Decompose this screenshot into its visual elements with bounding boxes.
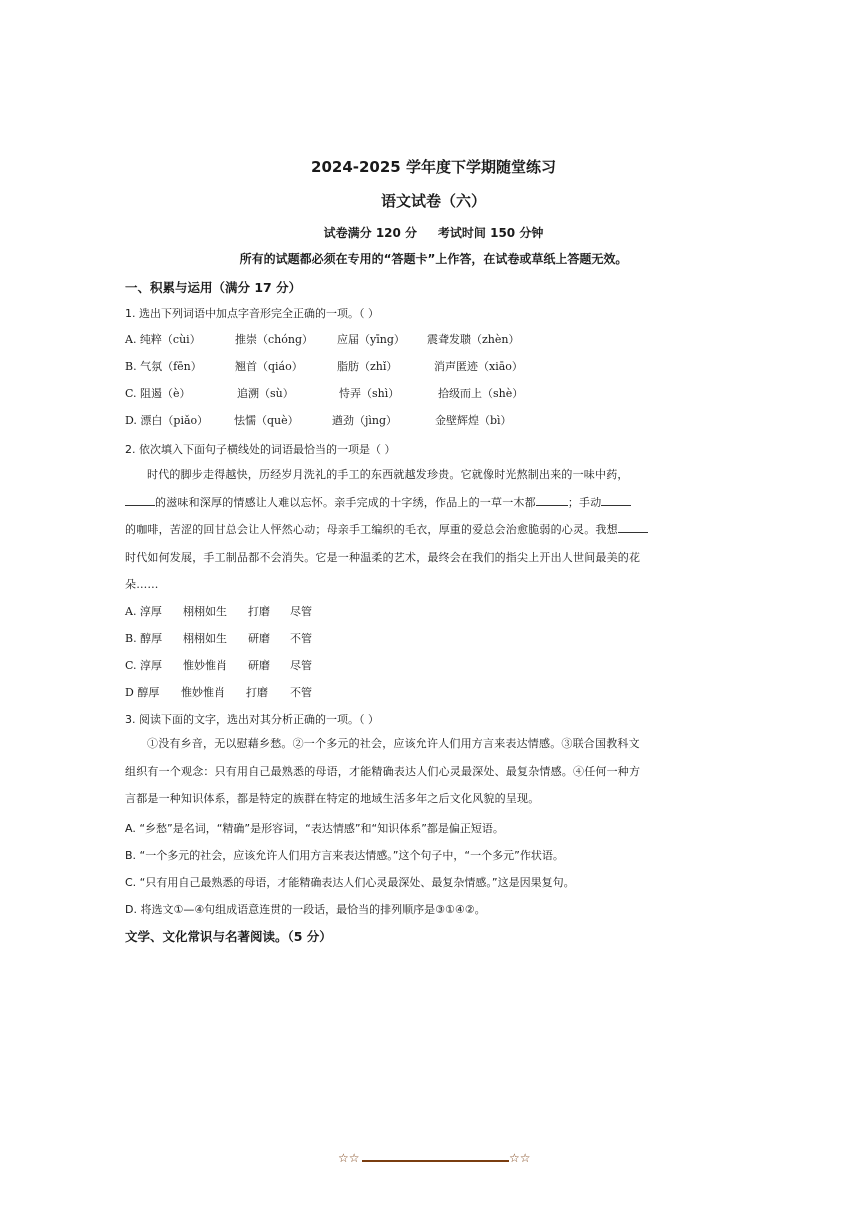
option-word: 尽管 <box>290 659 312 672</box>
option-word: D. 漂白（piǎo） <box>125 414 209 427</box>
option-word: 震聋发聩（zhèn） <box>427 333 520 346</box>
option-word: 追溯（sù） <box>237 387 294 400</box>
option-word: 恃弄（shì） <box>339 387 400 400</box>
option-word: A. 淳厚 <box>125 605 162 618</box>
passage-line: 言都是一种知识体系，都是特定的族群在特定的地域生活多年之后文化风貌的呈现。 <box>125 792 540 805</box>
question-2-stem: 2. 依次填入下面句子横线处的词语最恰当的一项是（ ） <box>125 443 396 456</box>
option-word: 研磨 <box>248 632 270 645</box>
question-1-option-d <box>125 412 512 428</box>
question-2-option-a <box>125 603 312 619</box>
option-word: 遒劲（jìng） <box>332 414 398 427</box>
question-2-option-c <box>125 657 312 673</box>
fill-blank <box>618 522 648 533</box>
passage-text: ；手动 <box>567 495 602 509</box>
question-1-stem: 1. 选出下列词语中加点字音形完全正确的一项。（ ） <box>125 307 379 320</box>
option-word: C. 淳厚 <box>125 659 163 672</box>
question-1-option-a <box>125 331 519 347</box>
passage-text: 的滋味和深厚的情感让人难以忘怀。亲手完成的十字绣，作品上的一草一木都 <box>155 495 536 509</box>
option-word: 消声匿迹（xiāo） <box>434 360 523 373</box>
option-word: A. 纯粹（cùi） <box>125 333 201 346</box>
exam-title: 2024-2025 学年度下学期随堂练习 <box>311 158 556 176</box>
question-3-option-c: C. “只有用自己最熟悉的母语，才能精确表达人们心灵最深处、最复杂情感。”这是因果复句。 <box>125 876 575 889</box>
question-2-passage <box>125 461 685 599</box>
question-1-option-b <box>125 358 523 374</box>
passage-line: ①没有乡音，无以慰藉乡愁。②一个多元的社会，应该允许人们用方言来表达情感。③联合国教科文 <box>147 737 640 750</box>
option-word: 翘首（qiáo） <box>235 360 303 373</box>
option-word: 栩栩如生 <box>183 632 227 645</box>
option-word: 打磨 <box>246 686 268 699</box>
fill-blank <box>536 495 568 506</box>
option-word: B. 醇厚 <box>125 632 163 645</box>
option-word: 金壁辉煌（bì） <box>435 414 512 427</box>
score-time-line <box>0 224 867 241</box>
option-word: 推崇（chóng） <box>235 333 313 346</box>
option-word: 脂肪（zhǐ） <box>337 360 398 373</box>
question-1-option-c <box>125 385 523 401</box>
question-3-option-b: B. “一个多元的社会，应该允许人们用方言来表达情感。”这个句子中，“一个多元”作状语。 <box>125 849 564 862</box>
question-3-option-d: D. 将选文①—④句组成语意连贯的一段话，最恰当的排列顺序是③①④②。 <box>125 903 486 916</box>
option-word: 不管 <box>290 686 312 699</box>
passage-line <box>125 489 685 517</box>
option-word: 惟妙惟肖 <box>183 659 227 672</box>
star-icon: ☆☆ <box>338 1151 360 1165</box>
option-word: 栩栩如生 <box>183 605 227 618</box>
star-icon: ☆☆ <box>509 1151 531 1165</box>
exam-subtitle: 语文试卷（六） <box>380 192 486 210</box>
passage-line: 组织有一个观念：只有用自己最熟悉的母语，才能精确表达人们心灵最深处、最复杂情感。④任何一种方 <box>125 764 641 778</box>
passage-text: 的咖啡，苦涩的回甘总会让人怦然心动；母亲手工编织的毛衣，厚重的爱总会治愈脆弱的心灵。我想 <box>125 523 618 536</box>
notice-line: 所有的试题都必须在专用的“答题卡”上作答，在试卷或草纸上答题无效。 <box>239 252 628 266</box>
divider-line <box>362 1160 509 1162</box>
passage-line: 朵…… <box>125 578 159 591</box>
option-word: 拾级而上（shè） <box>438 387 524 400</box>
option-word: 惟妙惟肖 <box>181 686 225 699</box>
question-2-option-d <box>125 684 312 700</box>
score-time-text: 试卷满分 120 分 考试时间 150 分钟 <box>323 226 544 240</box>
option-word: 不管 <box>290 632 312 645</box>
option-word: D 醇厚 <box>125 686 160 699</box>
option-word: B. 气氛（fēn） <box>125 360 202 373</box>
passage-line: 时代如何发展，手工制品都不会消失。它是一种温柔的艺术，最终会在我们的指尖上开出人世间最美的花 <box>125 550 641 564</box>
option-word: C. 阻遏（è） <box>125 387 191 400</box>
option-word: 怯懦（què） <box>234 414 299 427</box>
option-word: 研磨 <box>248 659 270 672</box>
question-3-stem: 3. 阅读下面的文字，选出对其分析正确的一项。（ ） <box>125 713 379 726</box>
option-word: 尽管 <box>290 605 312 618</box>
fill-blank <box>125 495 155 506</box>
option-word: 应届（yīng） <box>337 333 405 346</box>
question-2-option-b <box>125 630 312 646</box>
fill-blank <box>601 495 631 506</box>
passage-line: 时代的脚步走得越快，历经岁月洗礼的手工的东西就越发珍贵。它就像时光熬制出来的一味中药， <box>147 468 629 481</box>
option-word: 打磨 <box>248 605 270 618</box>
footer-ornament <box>338 1153 533 1167</box>
section-1-heading: 一、积累与运用（满分 17 分） <box>125 280 302 295</box>
section-2-heading: 文学、文化常识与名著阅读。（5 分） <box>125 929 332 944</box>
question-3-option-a: A. “乡愁”是名词，“精确”是形容词，“表达情感”和“知识体系”都是偏正短语。 <box>125 822 504 835</box>
question-3-passage <box>125 730 685 813</box>
passage-line <box>125 516 685 544</box>
